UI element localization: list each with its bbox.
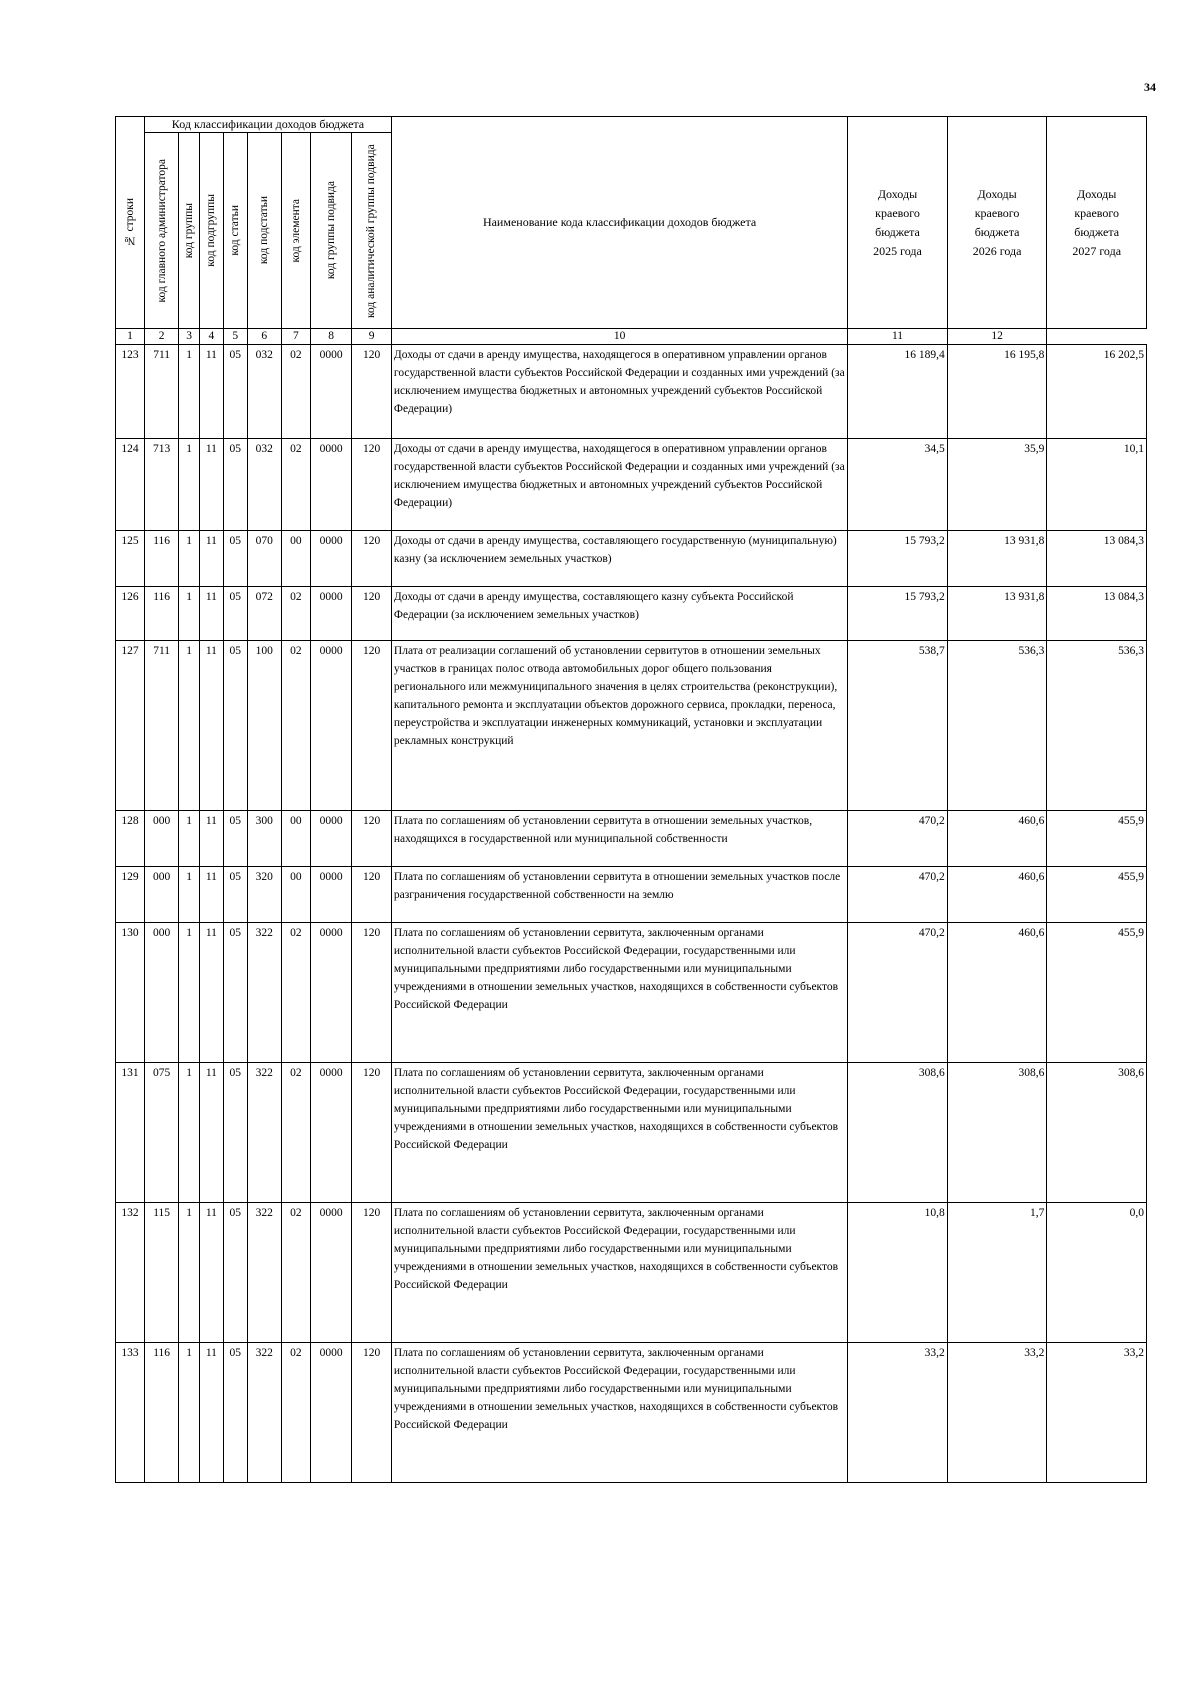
row-number-cell: 129 xyxy=(116,867,145,923)
col-num-12: 12 xyxy=(947,329,1047,345)
header-code-element: код элемента xyxy=(281,133,310,329)
page-number: 34 xyxy=(1144,80,1156,94)
code-group-cell: 1 xyxy=(179,345,200,439)
code-group-cell: 1 xyxy=(179,1063,200,1203)
code-element-cell: 02 xyxy=(281,439,310,531)
code-analytic-cell: 120 xyxy=(352,923,392,1063)
amount-2025-cell: 34,5 xyxy=(848,439,948,531)
code-subtype-group-cell: 0000 xyxy=(310,587,351,641)
col-num-7: 7 xyxy=(281,329,310,345)
code-admin-cell: 116 xyxy=(145,587,179,641)
code-subarticle-cell: 032 xyxy=(247,345,281,439)
revenue-name-cell: Плата по соглашениям об установлении сервитута в отношении земельных участков после разграничения государственной собственности на землю xyxy=(391,867,847,923)
code-subtype-group-cell: 0000 xyxy=(310,867,351,923)
code-article-cell: 05 xyxy=(223,923,247,1063)
code-article-cell: 05 xyxy=(223,641,247,811)
amount-2026-cell: 460,6 xyxy=(947,811,1047,867)
code-article-cell: 05 xyxy=(223,867,247,923)
code-element-cell: 02 xyxy=(281,923,310,1063)
amount-2026-cell: 13 931,8 xyxy=(947,587,1047,641)
code-analytic-cell: 120 xyxy=(352,811,392,867)
revenue-name-cell: Плата по соглашениям об установлении сервитута, заключенным органами исполнительной власти субъектов Российской Федерации, государственными или муниципальными предприятиями либо государственными или муниципальными учреждениями в отношении земельных участков, находящихся в собственности субъектов Российской Федерации xyxy=(391,1203,847,1343)
row-number-cell: 131 xyxy=(116,1063,145,1203)
code-admin-cell: 116 xyxy=(145,531,179,587)
col-num-10: 10 xyxy=(391,329,847,345)
amount-2025-cell: 16 189,4 xyxy=(848,345,948,439)
amount-2025-cell: 470,2 xyxy=(848,923,948,1063)
budget-revenue-table xyxy=(115,116,1147,1483)
code-subtype-group-cell: 0000 xyxy=(310,811,351,867)
header-code-subtype-group: код группы подвида xyxy=(310,133,351,329)
amount-2025-cell: 15 793,2 xyxy=(848,587,948,641)
amount-2027-cell: 455,9 xyxy=(1047,923,1147,1063)
amount-2025-cell: 15 793,2 xyxy=(848,531,948,587)
code-article-cell: 05 xyxy=(223,811,247,867)
code-element-cell: 00 xyxy=(281,811,310,867)
row-number-cell: 124 xyxy=(116,439,145,531)
header-row-number: № строки xyxy=(116,117,145,329)
row-number-cell: 127 xyxy=(116,641,145,811)
code-subtype-group-cell: 0000 xyxy=(310,345,351,439)
table-row xyxy=(116,1203,1147,1343)
code-subarticle-cell: 032 xyxy=(247,439,281,531)
revenue-name-cell: Доходы от сдачи в аренду имущества, составляющего казну субъекта Российской Федерации (за исключением земельных участков) xyxy=(391,587,847,641)
col-num-1: 1 xyxy=(116,329,145,345)
amount-2026-cell: 460,6 xyxy=(947,923,1047,1063)
col-num-11: 11 xyxy=(848,329,948,345)
code-article-cell: 05 xyxy=(223,345,247,439)
code-admin-cell: 116 xyxy=(145,1343,179,1483)
code-admin-cell: 000 xyxy=(145,923,179,1063)
amount-2026-cell: 1,7 xyxy=(947,1203,1047,1343)
code-group-cell: 1 xyxy=(179,1203,200,1343)
header-year-2025: Доходы краевого бюджета 2025 года xyxy=(848,117,948,329)
code-subgroup-cell: 11 xyxy=(199,531,223,587)
row-number-cell: 133 xyxy=(116,1343,145,1483)
code-admin-cell: 000 xyxy=(145,867,179,923)
code-article-cell: 05 xyxy=(223,1203,247,1343)
amount-2025-cell: 10,8 xyxy=(848,1203,948,1343)
code-admin-cell: 000 xyxy=(145,811,179,867)
code-group-cell: 1 xyxy=(179,531,200,587)
code-subgroup-cell: 11 xyxy=(199,587,223,641)
code-subarticle-cell: 322 xyxy=(247,1203,281,1343)
code-admin-cell: 713 xyxy=(145,439,179,531)
code-subgroup-cell: 11 xyxy=(199,867,223,923)
code-group-cell: 1 xyxy=(179,923,200,1063)
code-element-cell: 02 xyxy=(281,1343,310,1483)
table-row xyxy=(116,923,1147,1063)
code-group-cell: 1 xyxy=(179,811,200,867)
code-subtype-group-cell: 0000 xyxy=(310,641,351,811)
code-subarticle-cell: 322 xyxy=(247,1063,281,1203)
code-subgroup-cell: 11 xyxy=(199,439,223,531)
col-num-9: 9 xyxy=(352,329,392,345)
amount-2026-cell: 308,6 xyxy=(947,1063,1047,1203)
code-element-cell: 02 xyxy=(281,587,310,641)
row-number-cell: 125 xyxy=(116,531,145,587)
amount-2026-cell: 35,9 xyxy=(947,439,1047,531)
code-subgroup-cell: 11 xyxy=(199,1203,223,1343)
revenue-name-cell: Плата по соглашениям об установлении сервитута, заключенным органами исполнительной власти субъектов Российской Федерации, государственными или муниципальными предприятиями либо государственными или муниципальными учреждениями в отношении земельных участков, находящихся в собственности субъектов Российской Федерации xyxy=(391,1063,847,1203)
code-subarticle-cell: 320 xyxy=(247,867,281,923)
code-admin-cell: 115 xyxy=(145,1203,179,1343)
code-analytic-cell: 120 xyxy=(352,531,392,587)
amount-2027-cell: 308,6 xyxy=(1047,1063,1147,1203)
amount-2026-cell: 13 931,8 xyxy=(947,531,1047,587)
amount-2027-cell: 455,9 xyxy=(1047,867,1147,923)
code-element-cell: 00 xyxy=(281,531,310,587)
code-admin-cell: 075 xyxy=(145,1063,179,1203)
col-num-4: 4 xyxy=(199,329,223,345)
code-subgroup-cell: 11 xyxy=(199,345,223,439)
row-number-cell: 126 xyxy=(116,587,145,641)
header-code-group: код группы xyxy=(179,133,200,329)
code-subgroup-cell: 11 xyxy=(199,1343,223,1483)
amount-2026-cell: 536,3 xyxy=(947,641,1047,811)
header-code-article: код статьи xyxy=(223,133,247,329)
table-row xyxy=(116,531,1147,587)
amount-2025-cell: 33,2 xyxy=(848,1343,948,1483)
amount-2027-cell: 10,1 xyxy=(1047,439,1147,531)
col-num-8: 8 xyxy=(310,329,351,345)
code-admin-cell: 711 xyxy=(145,641,179,811)
code-subgroup-cell: 11 xyxy=(199,923,223,1063)
header-code-group: Код классификации доходов бюджета xyxy=(145,117,392,133)
code-element-cell: 02 xyxy=(281,345,310,439)
revenue-name-cell: Доходы от сдачи в аренду имущества, находящегося в оперативном управлении органов государственной власти субъектов Российской Федерации и созданных ими учреждений (за исключением имущества бюджетных и автономных учреждений субъектов Российской Федерации) xyxy=(391,439,847,531)
code-analytic-cell: 120 xyxy=(352,1203,392,1343)
header-year-2026: Доходы краевого бюджета 2026 года xyxy=(947,117,1047,329)
code-element-cell: 00 xyxy=(281,867,310,923)
col-num-6: 6 xyxy=(247,329,281,345)
amount-2027-cell: 13 084,3 xyxy=(1047,531,1147,587)
code-subarticle-cell: 300 xyxy=(247,811,281,867)
amount-2025-cell: 308,6 xyxy=(848,1063,948,1203)
code-article-cell: 05 xyxy=(223,531,247,587)
code-subgroup-cell: 11 xyxy=(199,811,223,867)
amount-2027-cell: 0,0 xyxy=(1047,1203,1147,1343)
row-number-cell: 128 xyxy=(116,811,145,867)
row-number-cell: 123 xyxy=(116,345,145,439)
revenue-name-cell: Доходы от сдачи в аренду имущества, находящегося в оперативном управлении органов государственной власти субъектов Российской Федерации и созданных ими учреждений (за исключением имущества бюджетных и автономных учреждений субъектов Российской Федерации) xyxy=(391,345,847,439)
code-analytic-cell: 120 xyxy=(352,1343,392,1483)
amount-2027-cell: 13 084,3 xyxy=(1047,587,1147,641)
table-row xyxy=(116,1343,1147,1483)
row-number-cell: 130 xyxy=(116,923,145,1063)
code-subarticle-cell: 322 xyxy=(247,1343,281,1483)
amount-2027-cell: 455,9 xyxy=(1047,811,1147,867)
code-subarticle-cell: 322 xyxy=(247,923,281,1063)
code-article-cell: 05 xyxy=(223,1063,247,1203)
table-row xyxy=(116,439,1147,531)
row-number-cell: 132 xyxy=(116,1203,145,1343)
header-code-analytic: код аналитической группы подвида xyxy=(352,133,392,329)
revenue-name-cell: Плата от реализации соглашений об установлении сервитутов в отношении земельных участков в границах полос отвода автомобильных дорог общего пользования регионального или межмуниципального значения в целях строительства (реконструкции), капитального ремонта и эксплуатации объектов дорожного сервиса, прокладки, переноса, переустройства и эксплуатации инженерных коммуникаций, установки и эксплуатации рекламных конструкций xyxy=(391,641,847,811)
header-code-subgroup: код подгруппы xyxy=(199,133,223,329)
amount-2027-cell: 16 202,5 xyxy=(1047,345,1147,439)
code-analytic-cell: 120 xyxy=(352,867,392,923)
header-row-group xyxy=(116,117,1147,133)
amount-2025-cell: 470,2 xyxy=(848,811,948,867)
amount-2026-cell: 33,2 xyxy=(947,1343,1047,1483)
revenue-name-cell: Плата по соглашениям об установлении сервитута в отношении земельных участков, находящихся в государственной или муниципальной собственности xyxy=(391,811,847,867)
table-row xyxy=(116,587,1147,641)
code-analytic-cell: 120 xyxy=(352,587,392,641)
code-subgroup-cell: 11 xyxy=(199,641,223,811)
table-row xyxy=(116,867,1147,923)
table-row xyxy=(116,1063,1147,1203)
revenue-name-cell: Плата по соглашениям об установлении сервитута, заключенным органами исполнительной власти субъектов Российской Федерации, государственными или муниципальными предприятиями либо государственными или муниципальными учреждениями в отношении земельных участков, находящихся в собственности субъектов Российской Федерации xyxy=(391,923,847,1063)
code-analytic-cell: 120 xyxy=(352,345,392,439)
revenue-name-cell: Плата по соглашениям об установлении сервитута, заключенным органами исполнительной власти субъектов Российской Федерации, государственными или муниципальными предприятиями либо государственными или муниципальными учреждениями в отношении земельных участков, находящихся в собственности субъектов Российской Федерации xyxy=(391,1343,847,1483)
code-analytic-cell: 120 xyxy=(352,439,392,531)
table-row xyxy=(116,345,1147,439)
table-row xyxy=(116,811,1147,867)
table-body xyxy=(116,345,1147,1483)
amount-2027-cell: 536,3 xyxy=(1047,641,1147,811)
header-code-subarticle: код подстатьи xyxy=(247,133,281,329)
table-row xyxy=(116,641,1147,811)
code-admin-cell: 711 xyxy=(145,345,179,439)
code-element-cell: 02 xyxy=(281,641,310,811)
code-subtype-group-cell: 0000 xyxy=(310,439,351,531)
code-subtype-group-cell: 0000 xyxy=(310,1343,351,1483)
code-subarticle-cell: 070 xyxy=(247,531,281,587)
code-analytic-cell: 120 xyxy=(352,641,392,811)
amount-2027-cell: 33,2 xyxy=(1047,1343,1147,1483)
revenue-name-cell: Доходы от сдачи в аренду имущества, составляющего государственную (муниципальную) казну (за исключением земельных участков) xyxy=(391,531,847,587)
code-subgroup-cell: 11 xyxy=(199,1063,223,1203)
code-subarticle-cell: 100 xyxy=(247,641,281,811)
amount-2026-cell: 460,6 xyxy=(947,867,1047,923)
code-group-cell: 1 xyxy=(179,641,200,811)
code-article-cell: 05 xyxy=(223,439,247,531)
code-group-cell: 1 xyxy=(179,1343,200,1483)
col-num-3: 3 xyxy=(179,329,200,345)
code-group-cell: 1 xyxy=(179,587,200,641)
code-analytic-cell: 120 xyxy=(352,1063,392,1203)
col-num-5: 5 xyxy=(223,329,247,345)
code-article-cell: 05 xyxy=(223,1343,247,1483)
header-code-admin: код главного администратора xyxy=(145,133,179,329)
code-article-cell: 05 xyxy=(223,587,247,641)
code-group-cell: 1 xyxy=(179,867,200,923)
code-element-cell: 02 xyxy=(281,1063,310,1203)
code-subtype-group-cell: 0000 xyxy=(310,1203,351,1343)
code-subtype-group-cell: 0000 xyxy=(310,1063,351,1203)
header-name: Наименование кода классификации доходов бюджета xyxy=(391,117,847,329)
code-subtype-group-cell: 0000 xyxy=(310,923,351,1063)
col-num-2: 2 xyxy=(145,329,179,345)
header-year-2027: Доходы краевого бюджета 2027 года xyxy=(1047,117,1147,329)
amount-2026-cell: 16 195,8 xyxy=(947,345,1047,439)
amount-2025-cell: 538,7 xyxy=(848,641,948,811)
column-number-row xyxy=(116,329,1147,345)
code-group-cell: 1 xyxy=(179,439,200,531)
amount-2025-cell: 470,2 xyxy=(848,867,948,923)
code-subtype-group-cell: 0000 xyxy=(310,531,351,587)
code-element-cell: 02 xyxy=(281,1203,310,1343)
code-subarticle-cell: 072 xyxy=(247,587,281,641)
